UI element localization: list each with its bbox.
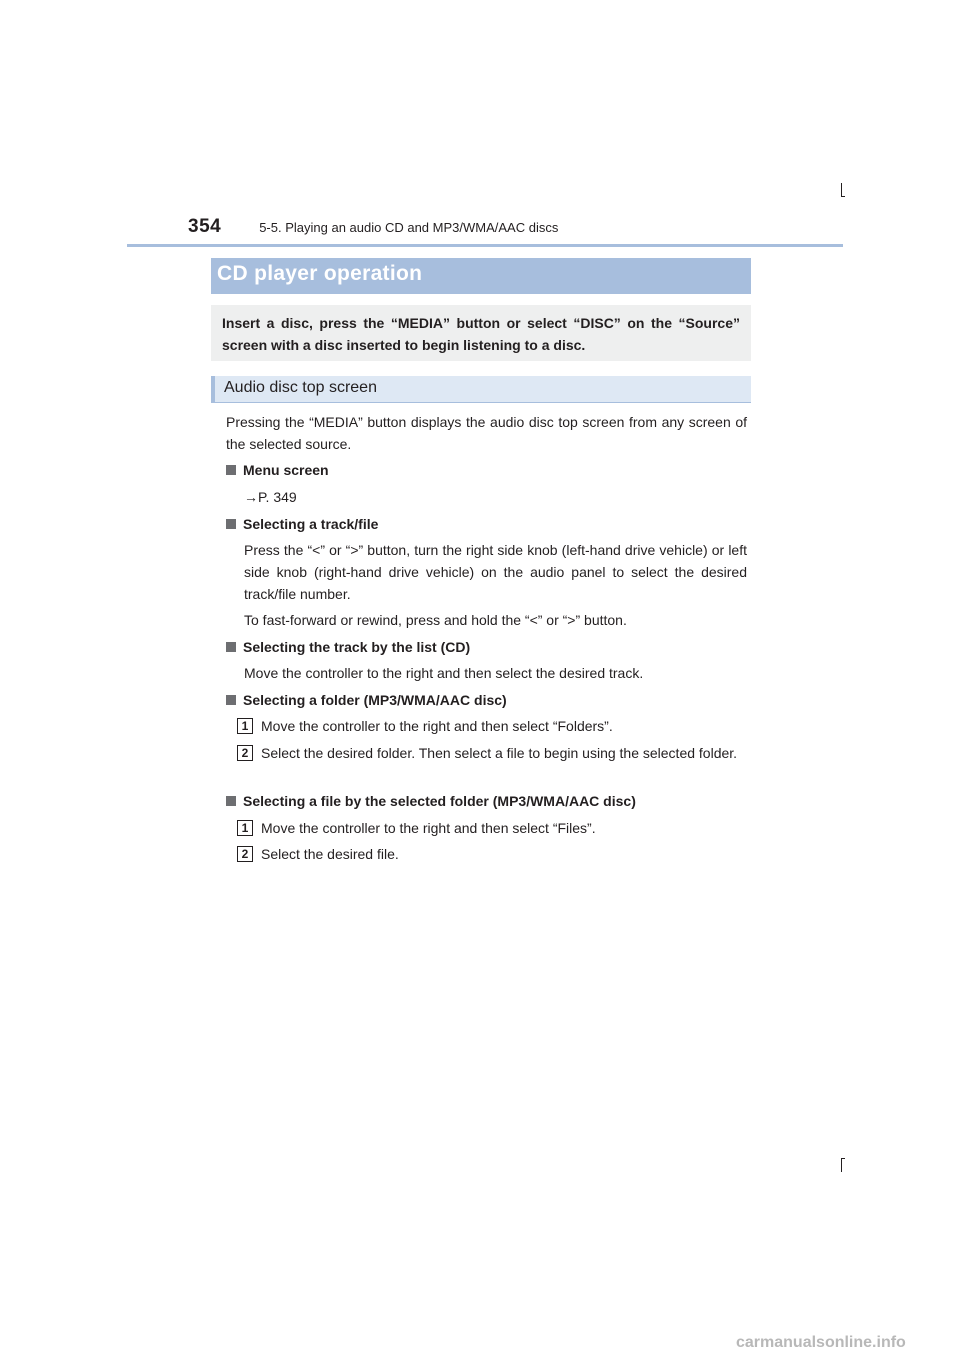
- step-number: 2: [237, 745, 253, 761]
- section-title-bar: [211, 258, 751, 294]
- step-text: Select the desired folder. Then select a file to begin using the selected folder.: [261, 745, 738, 761]
- track-file-heading-text: Selecting a track/file: [243, 516, 379, 532]
- step-number: 1: [237, 820, 253, 836]
- subsection-title: Audio disc top screen: [224, 379, 377, 396]
- folder-step: [237, 715, 746, 737]
- crop-mark-top: [841, 183, 842, 197]
- file-by-folder-heading: [226, 790, 636, 812]
- step-number: 1: [237, 718, 253, 734]
- square-bullet-icon: [226, 642, 236, 652]
- track-list-heading: [226, 636, 470, 658]
- watermark: carmanualsonline.info: [736, 1334, 906, 1351]
- file-step: [237, 843, 746, 865]
- crop-mark-bottom: [841, 1158, 842, 1172]
- square-bullet-icon: [226, 465, 236, 475]
- subsection-intro: Pressing the “MEDIA” button displays the audio disc top screen from any screen of the selected source.: [226, 414, 747, 452]
- square-bullet-icon: [226, 796, 236, 806]
- fast-forward-instructions: To fast-forward or rewind, press and hold the “<” or “>” button.: [244, 612, 627, 628]
- step-text: Move the controller to the right and then select “Folders”.: [261, 718, 613, 734]
- file-step: [237, 817, 746, 839]
- section-title: CD player operation: [217, 262, 423, 285]
- square-bullet-icon: [226, 519, 236, 529]
- step-text: Select the desired file.: [261, 846, 399, 862]
- folder-heading-text: Selecting a folder (MP3/WMA/AAC disc): [243, 692, 507, 708]
- intro-box: [211, 305, 751, 361]
- square-bullet-icon: [226, 695, 236, 705]
- page-number: 354: [188, 216, 222, 237]
- folder-heading: [226, 689, 507, 711]
- menu-screen-heading: [226, 459, 329, 481]
- file-by-folder-heading-text: Selecting a file by the selected folder (MP3/WMA/AAC disc): [243, 793, 636, 809]
- subsection-title-bar: [211, 376, 751, 403]
- step-number: 2: [237, 846, 253, 862]
- folder-step: [237, 742, 746, 764]
- running-title: 5-5. Playing an audio CD and MP3/WMA/AAC discs: [259, 220, 559, 235]
- header-rule: [127, 244, 843, 247]
- track-list-heading-text: Selecting the track by the list (CD): [243, 639, 471, 655]
- step-text: Move the controller to the right and then select “Files”.: [261, 820, 596, 836]
- track-list-instructions: Move the controller to the right and then select the desired track.: [244, 665, 644, 681]
- menu-screen-heading-text: Menu screen: [243, 462, 329, 478]
- track-file-instructions: Press the “<” or “>” button, turn the right side knob (left-hand drive vehicle) or left side knob (right-hand drive vehicle) on the audio panel to select the desired track/file number.: [244, 542, 747, 602]
- menu-screen-page-ref[interactable]: →P. 349: [244, 489, 297, 505]
- track-file-heading: [226, 513, 378, 535]
- intro-text: Insert a disc, press the “MEDIA” button or select “DISC” on the “Source” screen with a disc inserted to begin listening to a disc.: [222, 315, 740, 353]
- page-header: [188, 216, 558, 238]
